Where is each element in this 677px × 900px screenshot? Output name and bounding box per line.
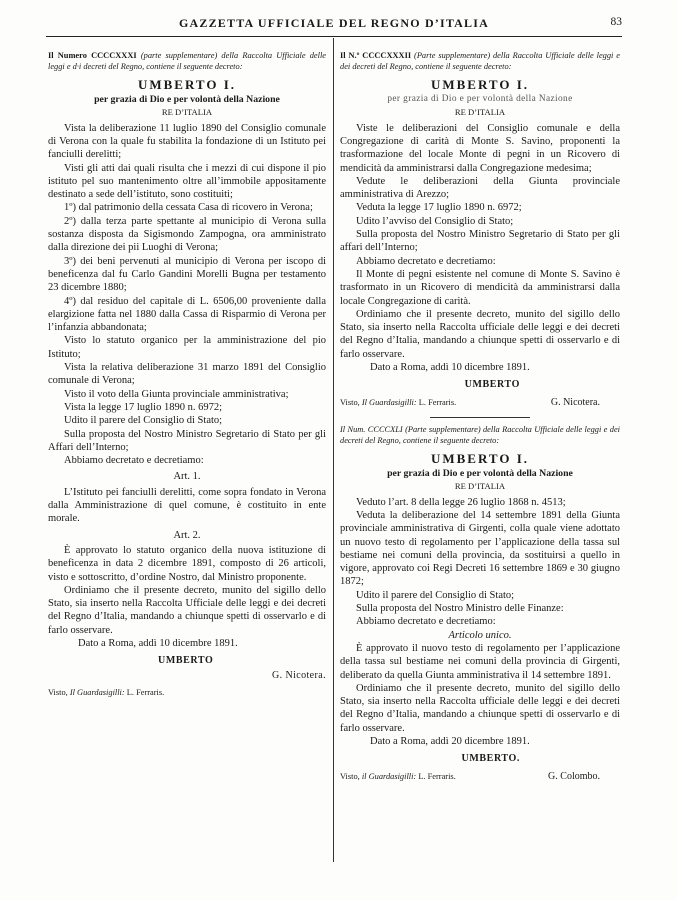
preamble-paragraph: Vista la relativa deliberazione 31 marzo 1891 del Consiglio comunale di Verona; xyxy=(48,362,326,387)
minister-signature: G. Nicotera. xyxy=(272,669,326,681)
article-title: Art. 1. xyxy=(173,471,201,483)
right-column xyxy=(340,46,620,783)
preamble-paragraph: Vista la legge 17 luglio 1890 n. 6972; xyxy=(64,401,223,413)
preamble-paragraph: Udito l’avviso del Consiglio di Stato; xyxy=(356,215,514,227)
preamble-paragraph: Udito il parere del Consiglio di Stato; xyxy=(356,589,515,601)
preamble-paragraph: Visti gli atti dai quali risulta che i mezzi di cui dispone il pio istituto pel suo mantenimento oltre all’immobile appositamente destinato a sede dell’istituto, sono costituiti; xyxy=(48,162,326,201)
page-number: 83 xyxy=(610,16,622,28)
grazia-line: per grazia di Dio e per volontà della Nazione xyxy=(94,94,280,106)
visto-label: Visto, xyxy=(48,687,68,697)
decree-intro xyxy=(48,50,326,73)
guardasigilli-name: L. Ferraris. xyxy=(126,687,165,697)
guardasigilli-name: L. Ferraris. xyxy=(418,771,456,781)
decretiamo-line: Abbiamo decretato e decretiamo: xyxy=(64,455,204,467)
visto-line xyxy=(340,396,620,409)
preamble-paragraph: 2º) dalla terza parte spettante al municipio di Verona sulla sostanza disposta da Sigismondo Zampogna, ora amministrato dalla direzione dei pii Luoghi di Verona; xyxy=(48,215,326,254)
dato-line: Dato a Roma, addì 20 dicembre 1891. xyxy=(370,735,530,747)
decree-intro-text: (Parte supplementare) della Raccolta Ufficiale delle leggi e dei decreti del Regno, contiene il seguente decreto: xyxy=(340,424,620,446)
gazette-title: GAZZETTA UFFICIALE DEL REGNO D’ITALIA xyxy=(178,16,489,30)
decree-number: Il Num. CCCCXLI xyxy=(340,424,403,434)
preamble-paragraph: Sulla proposta del Nostro Ministro Segretario di Stato per gli Affari dell’Interno; xyxy=(48,428,326,453)
preamble-paragraph: Visto il voto della Giunta provinciale amministrativa; xyxy=(64,388,289,400)
visto-label: Visto, xyxy=(340,397,360,407)
preamble-paragraph: Udito il parere del Consiglio di Stato; xyxy=(64,415,223,427)
guardasigilli-name: L. Ferraris. xyxy=(418,397,457,407)
decree-intro xyxy=(340,50,620,73)
re-italia: RE D’ITALIA xyxy=(454,481,506,492)
preamble-paragraph: Vedute le deliberazioni della Giunta provinciale amministrativa di Arezzo; xyxy=(340,175,620,201)
minister-signature: G. Nicotera. xyxy=(550,396,600,408)
preamble-paragraph: 1º) dal patrimonio della cessata Casa di ricovero in Verona; xyxy=(64,202,313,214)
article-title: Articolo unico. xyxy=(448,629,512,641)
preamble-paragraph: Vista la deliberazione 11 luglio 1890 del Consiglio comunale di Verona con la quale fu stabilita la fondazione di un Istituto pei fanciulli derelitti; xyxy=(48,122,326,161)
preamble-paragraph: Sulla proposta del Nostro Ministro Segretario di Stato per gli affari dell’Interno; xyxy=(340,229,620,254)
king-signature: UMBERTO. xyxy=(461,753,520,765)
header-rule xyxy=(46,36,622,37)
grazia-line: per grazia di Dio e per volontà della Nazione xyxy=(387,94,573,105)
grazia-line: per grazia di Dio e per volontà della Nazione xyxy=(387,468,573,480)
decree-separator xyxy=(430,417,530,418)
visto-line xyxy=(48,686,326,699)
king-heading: UMBERTO I. xyxy=(137,76,237,92)
column-divider xyxy=(333,38,334,862)
re-italia: RE D’ITALIA xyxy=(161,107,213,118)
ordiniamo-paragraph: Ordiniamo che il presente decreto, munito del sigillo dello Stato, sia inserto nella Raccolta Ufficiale delle leggi e dei decreti del Regno d’Italia, mandando a chiunque spetti di osservarlo e di farlo osservare. xyxy=(48,584,326,636)
article-text: È approvato il nuovo testo di regolamento per l’applicazione della tassa sul bestiame nei comuni della provincia di Girgenti, deliberato da quella Giunta amministrativa il 14 settembre 1891. xyxy=(340,642,620,681)
preamble-paragraph: Veduta la deliberazione del 14 settembre 1891 della Giunta provinciale amministrativa di Girgenti, colla quale viene adottato un nuovo testo di regolamento per l’applicazione della tassa sul bestiame nei comuni della provincia, da sostituirsi a quello in vigore, approvato coi Regi Decreti 16 settembre 1869 e 30 giugno 1872; xyxy=(340,509,620,588)
decree-intro-text: (parte supplementare) della Raccolta Ufficiale delle leggi e d·i decreti del Regno, contiene il seguente decreto: xyxy=(48,51,327,72)
article-text: L’Istituto pei fanciulli derelitti, come sopra fondato in Verona dalla Amministrazione di quel comune, è costituito in ente morale. xyxy=(48,486,326,525)
preamble-paragraph: Veduto l’art. 8 della legge 26 luglio 1868 n. 4513; xyxy=(356,496,566,508)
preamble-paragraph: 4º) dal residuo del capitale di L. 6506,00 proveniente dalla elargizione fatta nel 1880 dalla Cassa di Risparmio di Verona per l’infanzia abbandonata; xyxy=(48,295,326,334)
preamble-paragraph: Visto lo statuto organico per la amministrazione del pio Istituto; xyxy=(48,335,326,360)
re-italia: RE D’ITALIA xyxy=(454,107,506,118)
preamble-paragraph: Sulla proposta del Nostro Ministro delle Finanze: xyxy=(356,603,564,615)
decree-number: Il N.º CCCCXXXII xyxy=(340,51,412,60)
visto-line xyxy=(340,770,620,783)
king-heading: UMBERTO I. xyxy=(430,450,530,466)
guardasigilli-label: Il Guardasigilli: xyxy=(361,397,417,407)
minister-signature: G. Colombo. xyxy=(548,770,600,782)
decree-intro-text: (Parte supplementare) della Raccolta Ufficiale delle leggi e dei decreti del Regno, contiene il seguente decreto: xyxy=(340,51,620,72)
visto-label: Visto, xyxy=(340,771,360,781)
ordiniamo-paragraph: Ordiniamo che il presente decreto, munito del sigillo dello Stato, sia inserto nella Raccolta ufficiale delle leggi e dei decreti del Regno d’Italia, mandando a chiunque spetti di osservarlo e di farlo osservare. xyxy=(340,682,620,734)
decretiamo-line: Abbiamo decretato e decretiamo: xyxy=(356,255,496,267)
guardasigilli-label: Il Guardasigilli: xyxy=(69,687,125,697)
preamble-paragraph: 3º) dei beni pervenuti al municipio di Verona per iscopo di beneficenza dal fu Carlo Gandini Morelli Bugna per testamento 23 dicembre 1880; xyxy=(48,255,326,294)
preamble-paragraph: Veduta la legge 17 luglio 1890 n. 6972; xyxy=(356,202,522,214)
article-text: Il Monte di pegni esistente nel comune di Monte S. Savino è trasformato in un Ricovero di mendicità da amministrarsi dalla locale Congregazione di carità. xyxy=(340,268,620,307)
king-heading: UMBERTO I. xyxy=(430,76,530,92)
decretiamo-line: Abbiamo decretato e decretiamo: xyxy=(356,616,496,628)
preamble-paragraph: Viste le deliberazioni del Consiglio comunale e della Congregazione di carità di Monte S. Savino, proponenti la trasformazione del locale Monte di pegni in un Ricovero di mendicità da amministrarsi dalla Congregazione medesima; xyxy=(340,122,620,174)
article-text: È approvato lo statuto organico della nuova istituzione di beneficenza in data 2 dicembre 1891, composto di 26 articoli, visto e sottoscritto, d’ordine Nostro, dal Ministro proponente. xyxy=(48,544,326,583)
guardasigilli-label: il Guardasigilli: xyxy=(361,771,417,781)
page-header xyxy=(46,16,622,34)
article-title: Art. 2. xyxy=(173,529,201,541)
left-column xyxy=(48,46,326,699)
decree-number: Il Numero CCCCXXXI xyxy=(48,51,137,60)
king-signature: UMBERTO xyxy=(464,379,520,391)
decree-intro xyxy=(340,424,620,447)
king-signature: UMBERTO xyxy=(158,655,214,667)
dato-line: Dato a Roma, addì 10 dicembre 1891. xyxy=(78,637,238,649)
ordiniamo-paragraph: Ordiniamo che il presente decreto, munito del sigillo dello Stato, sia inserto nella Raccolta ufficiale delle leggi e dei decreti del Regno d’Italia, mandando a chiunque spetti di osservarlo e di farlo osservare. xyxy=(340,308,620,360)
dato-line: Dato a Roma, addì 10 dicembre 1891. xyxy=(370,362,530,374)
